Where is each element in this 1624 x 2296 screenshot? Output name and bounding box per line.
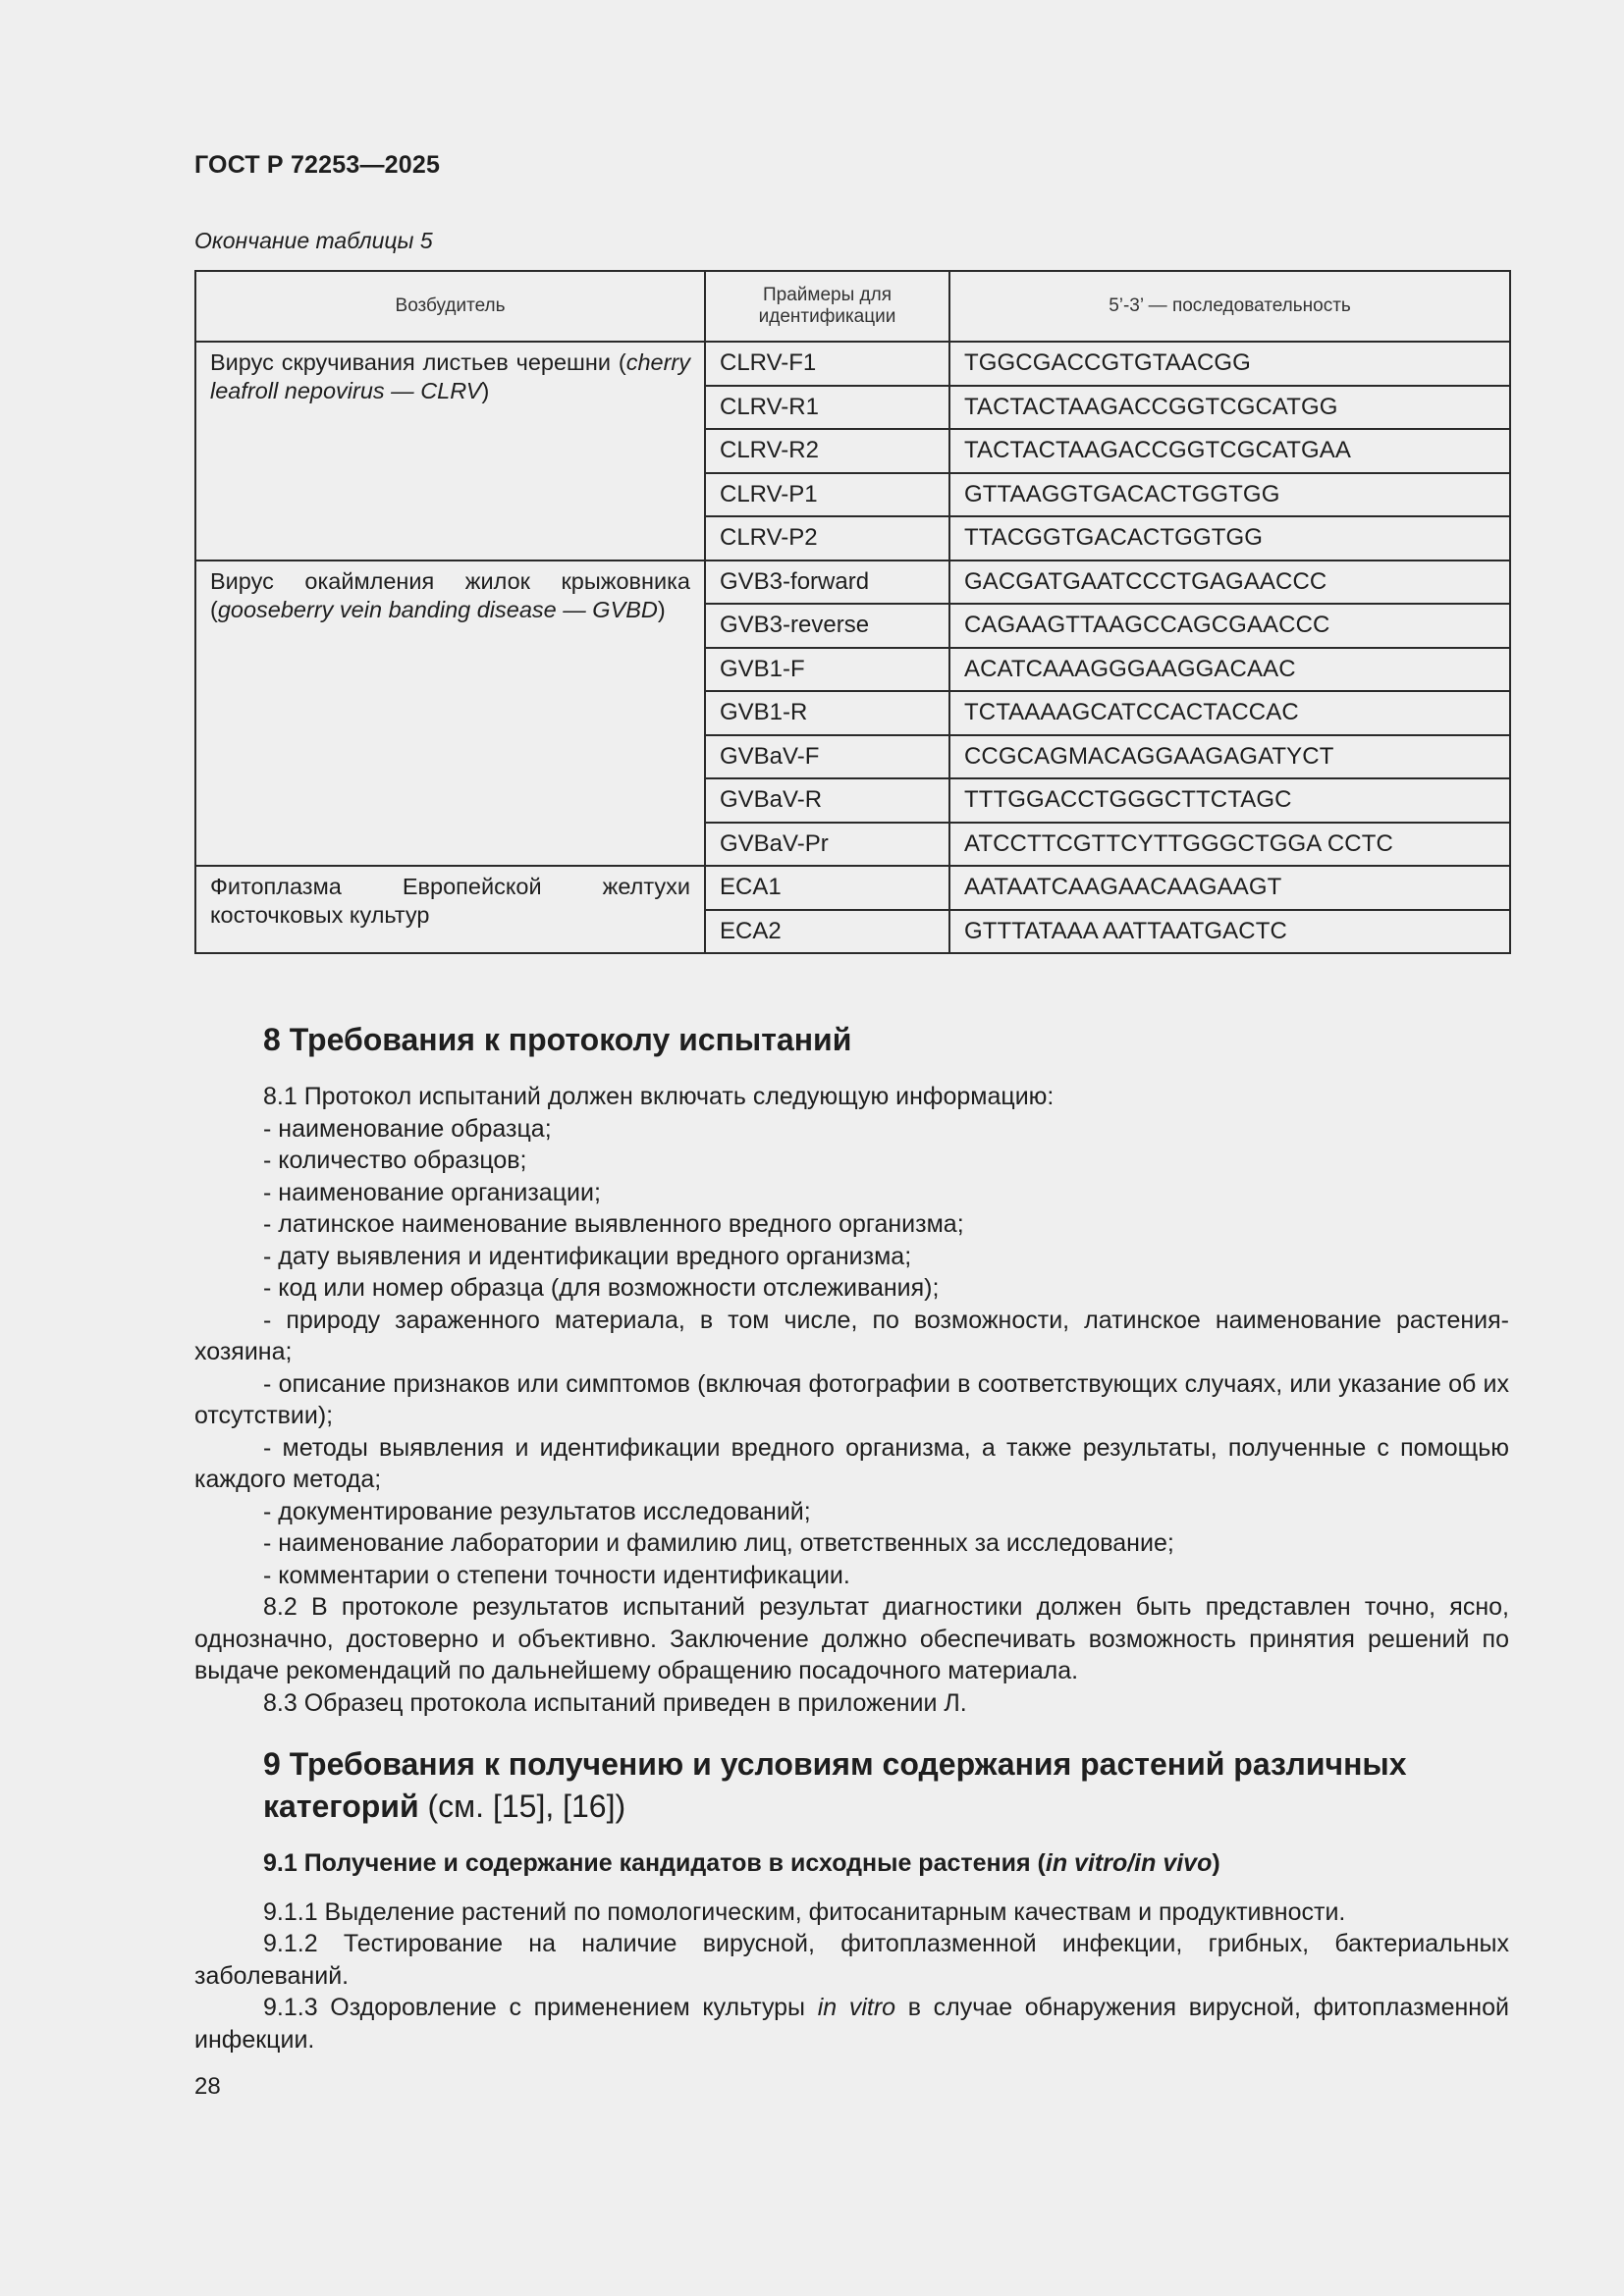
- table-body: [195, 342, 1510, 953]
- list-item: - дату выявления и идентификации вредного организма;: [263, 1242, 912, 1270]
- primer-cell: GVB3-reverse: [705, 604, 949, 648]
- sequence-cell: CCGCAGMACAGGAAGAGATYCT: [949, 735, 1510, 779]
- sequence-cell: TGGCGACCGTGTAACGG: [949, 342, 1510, 386]
- page-number: 28: [194, 2073, 221, 2100]
- list-item: - наименование образца;: [263, 1114, 552, 1143]
- primer-cell: ECA1: [705, 866, 949, 910]
- primer-cell: CLRV-F1: [705, 342, 949, 386]
- subsection-9-1-close: ): [1212, 1849, 1220, 1877]
- sequence-cell: GACGATGAATCCCTGAGAACCC: [949, 561, 1510, 605]
- list-item: - комментарии о степени точности идентификации.: [263, 1561, 850, 1589]
- sequence-cell: TACTACTAAGACCGGTCGCATGG: [949, 386, 1510, 430]
- list-item: - документирование результатов исследований;: [263, 1497, 811, 1525]
- primer-cell: GVBaV-R: [705, 778, 949, 823]
- paragraph-8-3: 8.3 Образец протокола испытаний приведен в приложении Л.: [263, 1688, 967, 1717]
- paragraph-9-1-1: 9.1.1 Выделение растений по помологическим, фитосанитарным качествам и продуктивности.: [263, 1897, 1346, 1926]
- sequence-cell: AATAATCAAGAACAAGAAGT: [949, 866, 1510, 910]
- paragraph-8-2: 8.2 В протоколе результатов испытаний результат диагностики должен быть представлен точно, ясно, однозначно, достоверно и объективно. Заключение должно обеспечивать возможность принятия решений по выдаче рекомендаций по дальнейшему обращению посадочного материала.: [194, 1593, 1509, 1684]
- sequence-cell: CAGAAGTTAAGCCAGCGAACCC: [949, 604, 1510, 648]
- list-item: - наименование организации;: [263, 1178, 601, 1206]
- column-header-sequence: 5’-3’ — последовательность: [949, 271, 1510, 342]
- sequence-cell: GTTAAGGTGACACTGGTGG: [949, 473, 1510, 517]
- primer-cell: GVB1-R: [705, 691, 949, 735]
- section-8-heading: 8 Требования к протоколу испытаний: [263, 1022, 852, 1057]
- list-item: - код или номер образца (для возможности отслеживания);: [263, 1274, 940, 1302]
- column-header-pathogen: Возбудитель: [195, 271, 705, 342]
- primer-cell: GVB1-F: [705, 648, 949, 692]
- pathogen-cell: Вирус скручивания листьев черешни (cherry leafroll nepovirus — CLRV): [195, 342, 705, 561]
- primer-cell: ECA2: [705, 910, 949, 954]
- list-item: - наименование лаборатории и фамилию лиц, ответственных за исследование;: [263, 1529, 1174, 1557]
- paragraph-9-1-3-italic: in vitro: [817, 1994, 896, 2021]
- list-item: - методы выявления и идентификации вредного организма, а также результаты, полученные с помощью каждого метода;: [194, 1433, 1509, 1493]
- list-item: - природу зараженного материала, в том числе, по возможности, латинское наименование растения-хозяина;: [194, 1306, 1509, 1365]
- list-item: - латинское наименование выявленного вредного организма;: [263, 1210, 964, 1238]
- primer-cell: GVB3-forward: [705, 561, 949, 605]
- table-row: [195, 561, 1510, 605]
- table-caption: Окончание таблицы 5: [194, 228, 433, 253]
- sequence-cell: TCTAAAAGCATCCACTACCAC: [949, 691, 1510, 735]
- pathogen-name: Фитоплазма Европейской желтухи косточковых культур: [210, 874, 690, 929]
- sequence-cell: ACATCAAAGGGAAGGACAAC: [949, 648, 1510, 692]
- primer-cell: GVBaV-F: [705, 735, 949, 779]
- paragraph-8-1: 8.1 Протокол испытаний должен включать следующую информацию:: [263, 1083, 1055, 1110]
- pathogen-latin-name: gooseberry vein banding disease — GVBD: [217, 596, 658, 622]
- pathogen-name: Вирус скручивания листьев черешни: [210, 349, 612, 375]
- section-9-heading-title: 9 Требования к получению и условиям содержания растений различных категорий: [263, 1746, 1407, 1824]
- table-row: [195, 342, 1510, 386]
- list-item: - описание признаков или симптомов (включая фотографии в соответствующих случаях, или указание об их отсутствии);: [194, 1369, 1509, 1429]
- table-header-row: [195, 271, 1510, 342]
- section-8: [194, 1019, 1509, 1719]
- primer-cell: CLRV-P1: [705, 473, 949, 517]
- sequence-cell: TTTGGACCTGGGCTTCTAGC: [949, 778, 1510, 823]
- subsection-9-1-title: 9.1 Получение и содержание кандидатов в исходные растения (: [263, 1849, 1046, 1877]
- subsection-9-1-italic: in vitro/in vivo: [1045, 1849, 1213, 1877]
- table-row: [195, 866, 1510, 910]
- sequence-cell: TTACGGTGACACTGGTGG: [949, 516, 1510, 561]
- requirement-list: [194, 1113, 1509, 1592]
- list-item: - количество образцов;: [263, 1147, 527, 1174]
- primer-cell: GVBaV-Pr: [705, 823, 949, 867]
- sequence-cell: TACTACTAAGACCGGTCGCATGAA: [949, 429, 1510, 473]
- pathogen-cell: Вирус окаймления жилок крыжовника (gooseberry vein banding disease — GVBD): [195, 561, 705, 867]
- sequence-cell: GTTTATAAA AATTAATGACTC: [949, 910, 1510, 954]
- paragraph-9-1-3: [194, 1992, 1509, 2056]
- section-9: [194, 1743, 1509, 2056]
- paragraph-9-1-3-start: 9.1.3 Оздоровление с применением культуры: [263, 1994, 818, 2021]
- primer-table: [194, 270, 1511, 954]
- primer-cell: CLRV-R1: [705, 386, 949, 430]
- pathogen-latin-name: cherry leafroll nepovirus — CLRV: [210, 349, 690, 404]
- column-header-primers: Праймеры для идентификации: [705, 271, 949, 342]
- subsection-9-1-heading: [194, 1847, 1509, 1880]
- section-9-heading-reference: (см. [15], [16]): [418, 1789, 626, 1824]
- sequence-cell: ATCCTTCGTTCYTTGGGCTGGA CCTC: [949, 823, 1510, 867]
- paragraph-9-1-2: 9.1.2 Тестирование на наличие вирусной, фитоплазменной инфекции, грибных, бактериальных заболеваний.: [194, 1930, 1509, 1990]
- primer-cell: CLRV-P2: [705, 516, 949, 561]
- section-9-heading: [194, 1743, 1509, 1828]
- pathogen-name: Вирус окаймления жилок крыжовника: [210, 567, 690, 594]
- primer-cell: CLRV-R2: [705, 429, 949, 473]
- document-header: ГОСТ Р 72253—2025: [194, 151, 441, 179]
- pathogen-cell: [195, 866, 705, 953]
- paragraph-9-1-3-end: в случае обнаружения вирусной, фитоплазменной инфекции.: [194, 1994, 1509, 2054]
